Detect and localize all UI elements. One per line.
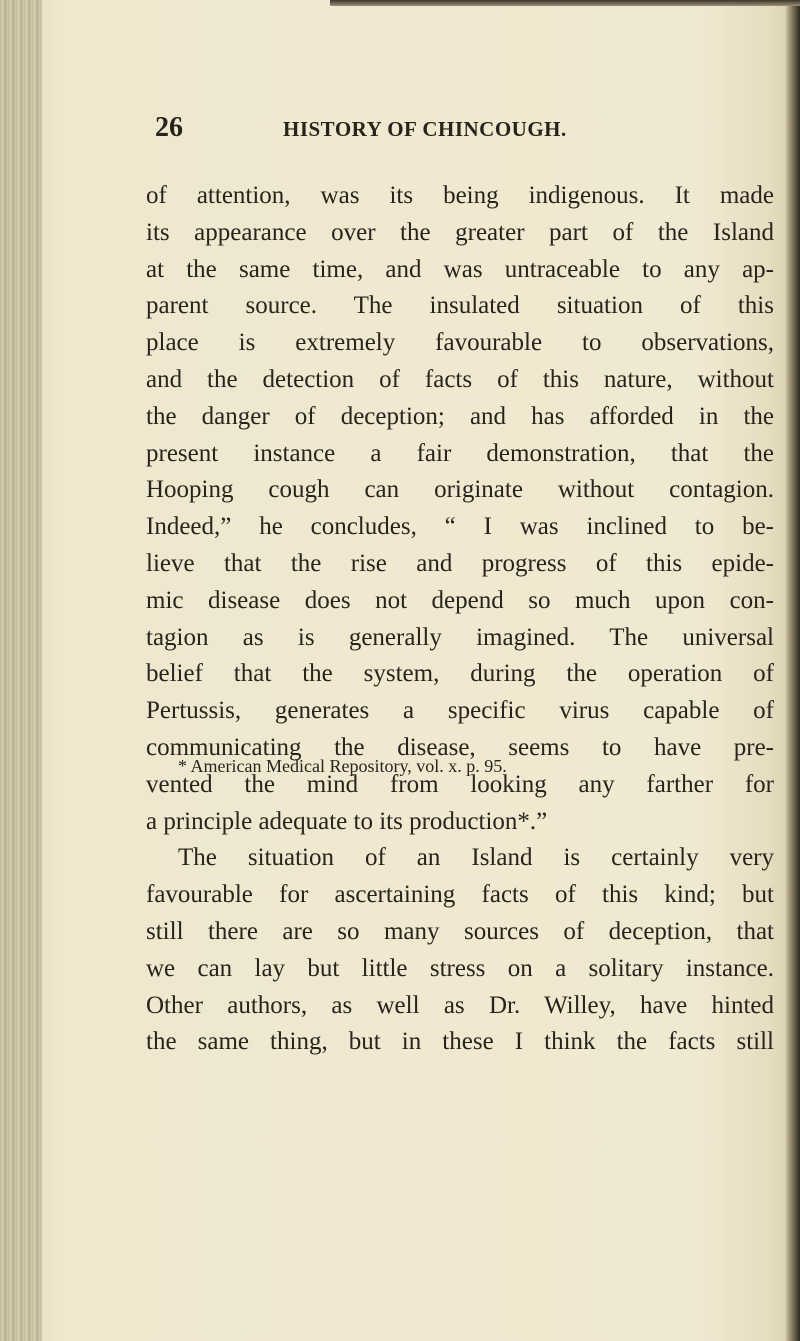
text-line: and the detection of facts of this nature, without xyxy=(146,365,774,393)
text-line: Hooping cough can originate without contagion. xyxy=(146,476,774,504)
text-line: of attention, was its being indigenous. It made xyxy=(146,182,774,209)
text-line: communicating the disease, seems to have pre- xyxy=(146,733,774,761)
page-number: 26 xyxy=(155,112,183,143)
text-line: vented the mind from looking any farther for xyxy=(146,770,774,798)
page-top-edge xyxy=(330,0,800,6)
text-line: the same thing, but in these I think the facts still xyxy=(146,1028,774,1056)
footnote: * American Medical Repository, vol. x. p. 95. xyxy=(178,756,507,776)
text-line: The situation of an Island is certainly very xyxy=(178,844,774,872)
text-line: Pertussis, generates a specific virus capable of xyxy=(146,697,774,725)
text-line: still there are so many sources of deception, that xyxy=(146,917,774,945)
text-line: its appearance over the greater part of the Island xyxy=(146,218,774,246)
text-line: present instance a fair demonstration, that the xyxy=(146,439,774,467)
text-line: parent source. The insulated situation of this xyxy=(146,292,774,320)
running-head-title: HISTORY OF CHINCOUGH. xyxy=(283,117,567,141)
text-line: belief that the system, during the operation of xyxy=(146,660,774,688)
page-right-edge xyxy=(786,0,800,1341)
running-head xyxy=(155,112,785,152)
text-line: we can lay but little stress on a solitary instance. xyxy=(146,954,774,982)
text-line: lieve that the rise and progress of this epide- xyxy=(146,549,774,577)
text-line: tagion as is generally imagined. The universal xyxy=(146,623,774,651)
text-line: favourable for ascertaining facts of this kind; but xyxy=(146,881,774,909)
text-line: at the same time, and was untraceable to any ap- xyxy=(146,255,774,283)
text-line: Indeed,” he concludes, “ I was inclined to be- xyxy=(146,513,774,541)
page-binding-edge xyxy=(0,0,42,1341)
text-line: place is extremely favourable to observations, xyxy=(146,329,774,357)
body-text xyxy=(146,178,774,1061)
text-line: Other authors, as well as Dr. Willey, have hinted xyxy=(146,991,774,1019)
text-line: mic disease does not depend so much upon con- xyxy=(146,586,774,614)
text-line: the danger of deception; and has afforded in the xyxy=(146,402,774,430)
text-line: a principle adequate to its production*.” xyxy=(146,807,548,835)
